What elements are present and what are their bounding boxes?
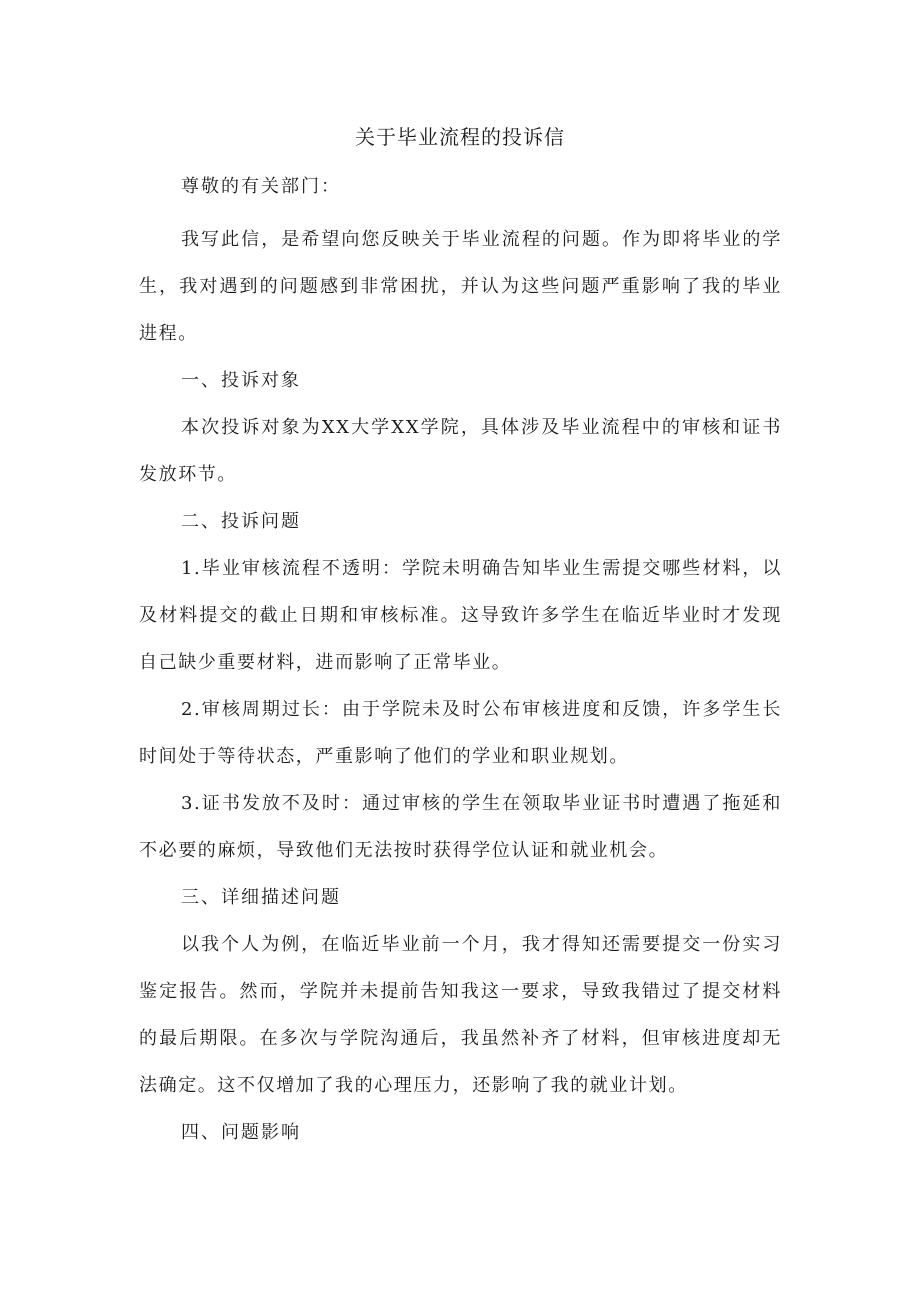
section-heading-impact: 四、问题影响 bbox=[181, 1122, 301, 1143]
paragraph-target: 本次投诉对象为XX大学XX学院，具体涉及毕业流程中的审核和证书发放环节。 bbox=[139, 417, 782, 485]
section-heading-details: 三、详细描述问题 bbox=[181, 887, 341, 908]
document-body bbox=[139, 216, 782, 1156]
salutation: 尊敬的有关部门： bbox=[181, 176, 341, 197]
paragraph-issue-2: 2.审核周期过长：由于学院未及时公布审核进度和反馈，许多学生长时间处于等待状态，严重影响了他们的学业和职业规划。 bbox=[139, 699, 782, 767]
paragraph-issue-3: 3.证书发放不及时：通过审核的学生在领取毕业证书时遭遇了拖延和不必要的麻烦，导致他们无法按时获得学位认证和就业机会。 bbox=[139, 793, 782, 861]
paragraph-intro: 我写此信，是希望向您反映关于毕业流程的问题。作为即将毕业的学生，我对遇到的问题感到非常困扰，并认为这些问题严重影响了我的毕业进程。 bbox=[139, 229, 782, 344]
paragraph-details: 以我个人为例，在临近毕业前一个月，我才得知还需要提交一份实习鉴定报告。然而，学院并未提前告知我这一要求，导致我错过了提交材料的最后期限。在多次与学院沟通后，我虽然补齐了材料，但审核进度却无法确定。这不仅增加了我的心理压力，还影响了我的就业计划。 bbox=[139, 934, 782, 1096]
paragraph-issue-1: 1.毕业审核流程不透明：学院未明确告知毕业生需提交哪些材料，以及材料提交的截止日期和审核标准。这导致许多学生在临近毕业时才发现自己缺少重要材料，进而影响了正常毕业。 bbox=[139, 558, 782, 673]
document-title: 关于毕业流程的投诉信 bbox=[355, 125, 565, 149]
section-heading-issues: 二、投诉问题 bbox=[181, 511, 301, 532]
section-heading-target: 一、投诉对象 bbox=[181, 370, 301, 391]
